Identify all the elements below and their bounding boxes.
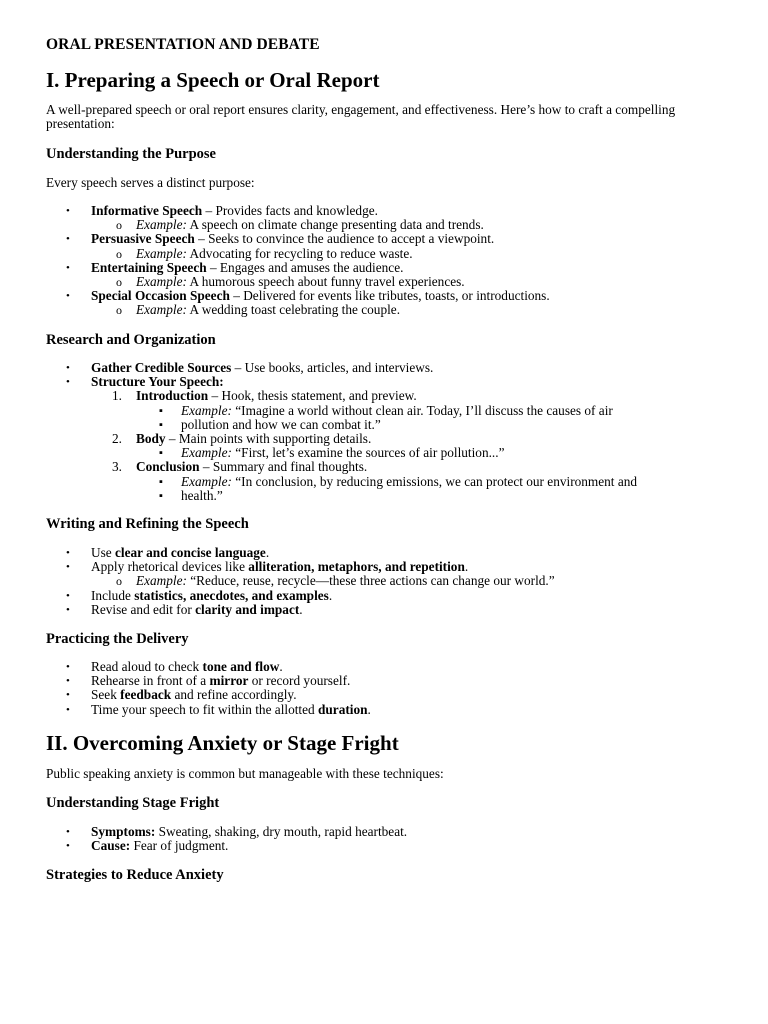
purpose-list bbox=[46, 204, 550, 318]
example-item: o Example: “Reduce, reuse, recycle—these three actions can change our world.” bbox=[46, 574, 555, 588]
example-item: ▪ Example: “In conclusion, by reducing emissions, we can protect our environment and bbox=[46, 475, 716, 489]
list-item: • Cause: Fear of judgment. bbox=[46, 839, 407, 853]
purpose-lead: Every speech serves a distinct purpose: bbox=[46, 175, 255, 190]
list-item: • Rehearse in front of a mirror or record yourself. bbox=[46, 674, 371, 688]
practice-list bbox=[46, 660, 371, 717]
subheading-writing: Writing and Refining the Speech bbox=[46, 516, 249, 532]
writing-list bbox=[46, 546, 555, 617]
subheading-purpose: Understanding the Purpose bbox=[46, 146, 216, 162]
section-intro: Public speaking anxiety is common but manageable with these techniques: bbox=[46, 766, 444, 781]
section-intro: A well-prepared speech or oral report ensures clarity, engagement, and effectiveness. Here’s how to craft a compelling presentation: bbox=[46, 102, 676, 132]
subheading-research: Research and Organization bbox=[46, 332, 216, 348]
list-item: • Informative Speech – Provides facts and knowledge. bbox=[46, 204, 550, 218]
stage-fright-list bbox=[46, 825, 407, 853]
subheading-stage-fright: Understanding Stage Fright bbox=[46, 795, 220, 811]
example-item: o Example: A humorous speech about funny travel experiences. bbox=[46, 275, 550, 289]
example-item: o Example: A speech on climate change presenting data and trends. bbox=[46, 218, 550, 232]
example-item: o Example: Advocating for recycling to reduce waste. bbox=[46, 247, 550, 261]
list-item: • Special Occasion Speech – Delivered for events like tributes, toasts, or introductions. bbox=[46, 289, 550, 303]
example-item: o Example: A wedding toast celebrating the couple. bbox=[46, 303, 550, 317]
list-item: • Use clear and concise language. bbox=[46, 546, 555, 560]
numbered-item: 1. Introduction – Hook, thesis statement, and preview. bbox=[112, 388, 417, 404]
list-item: • Persuasive Speech – Seeks to convince the audience to accept a viewpoint. bbox=[46, 232, 550, 246]
list-item: • Symptoms: Sweating, shaking, dry mouth, rapid heartbeat. bbox=[46, 825, 407, 839]
list-item: • Entertaining Speech – Engages and amuses the audience. bbox=[46, 261, 550, 275]
section-heading-anxiety: II. Overcoming Anxiety or Stage Fright bbox=[46, 731, 399, 755]
document-title: ORAL PRESENTATION AND DEBATE bbox=[46, 36, 320, 53]
list-item: • Include statistics, anecdotes, and examples. bbox=[46, 589, 555, 603]
list-item: • Apply rhetorical devices like alliteration, metaphors, and repetition. bbox=[46, 560, 555, 574]
subheading-practice: Practicing the Delivery bbox=[46, 631, 189, 647]
list-item: • Gather Credible Sources – Use books, articles, and interviews. bbox=[46, 361, 716, 375]
example-continuation: ▪ health.” bbox=[46, 489, 716, 503]
list-item: • Structure Your Speech: bbox=[46, 375, 716, 389]
research-list bbox=[46, 361, 716, 503]
numbered-item: 2. Body – Main points with supporting details. bbox=[112, 431, 372, 447]
list-item: • Read aloud to check tone and flow. bbox=[46, 660, 371, 674]
example-continuation: ▪ pollution and how we can combat it.” bbox=[46, 418, 716, 432]
example-item: ▪ Example: “Imagine a world without clean air. Today, I’ll discuss the causes of air bbox=[46, 404, 716, 418]
list-item: • Time your speech to fit within the allotted duration. bbox=[46, 703, 371, 717]
numbered-item: 3. Conclusion – Summary and final thoughts. bbox=[112, 459, 368, 475]
subheading-strategies: Strategies to Reduce Anxiety bbox=[46, 867, 224, 883]
section-heading-preparing: I. Preparing a Speech or Oral Report bbox=[46, 68, 380, 92]
example-item: ▪ Example: “First, let’s examine the sources of air pollution...” bbox=[46, 446, 716, 460]
list-item: • Seek feedback and refine accordingly. bbox=[46, 688, 371, 702]
list-item: • Revise and edit for clarity and impact. bbox=[46, 603, 555, 617]
